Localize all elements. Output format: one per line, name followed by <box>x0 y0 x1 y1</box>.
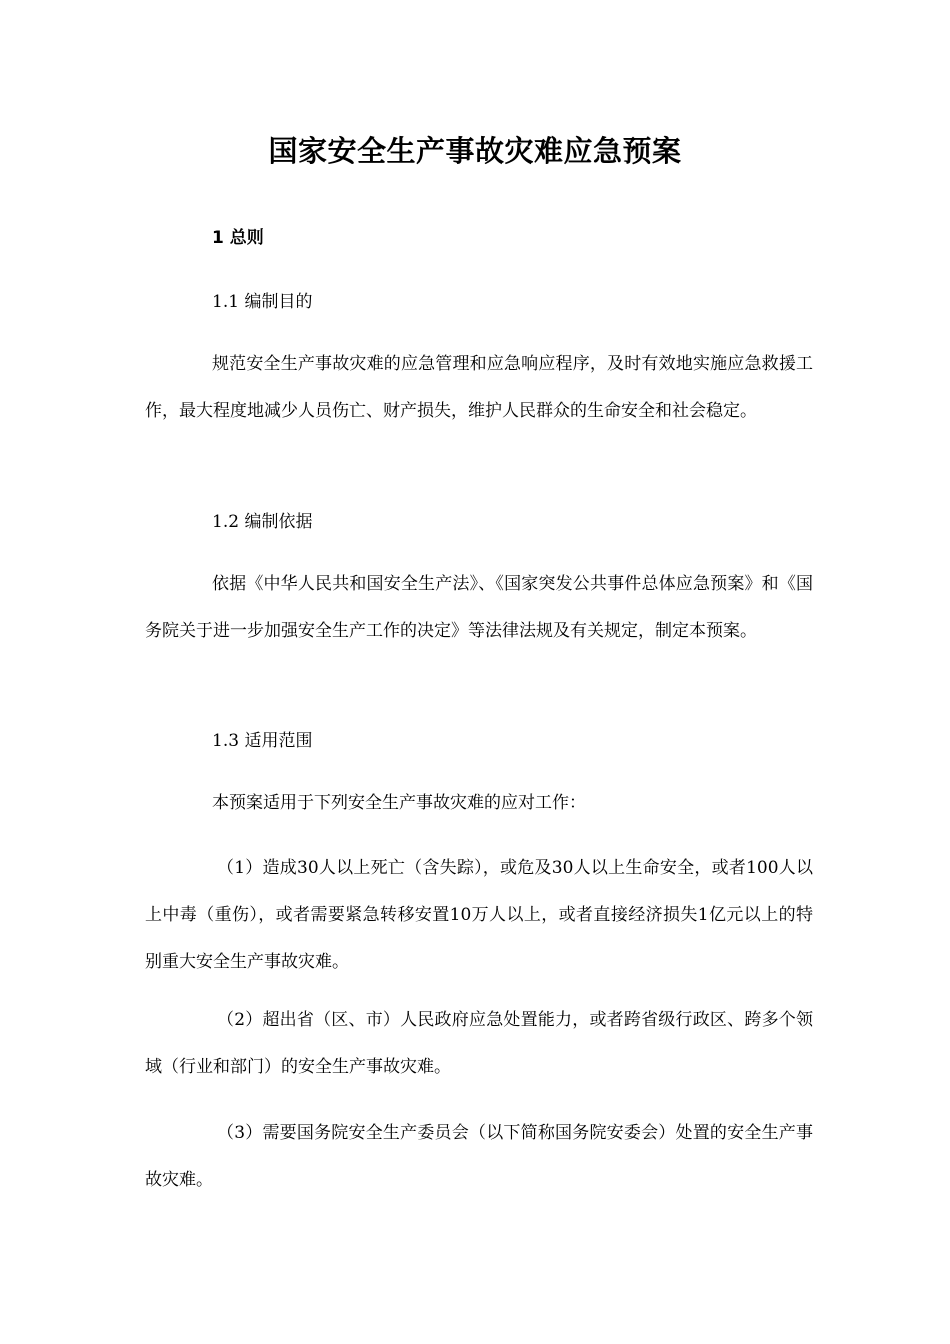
paragraph-scope-intro: 本预案适用于下列安全生产事故灾难的应对工作： <box>212 793 586 813</box>
list-item-scope-2: （2）超出省（区、市）人民政府应急处置能力，或者跨省级行政区、跨多个领域（行业和部门）的安全生产事故灾难。 <box>145 1010 813 1077</box>
paragraph-basis: 依据《中华人民共和国安全生产法》、《国家突发公共事件总体应急预案》和《国务院关于进一步加强安全生产工作的决定》等法律法规及有关规定，制定本预案。 <box>145 574 813 641</box>
list-item-scope-1: （1）造成30人以上死亡（含失踪），或危及30人以上生命安全，或者100人以上中毒（重伤），或者需要紧急转移安置10万人以上，或者直接经济损失1亿元以上的特别重大安全生产事故灾难。 <box>145 858 813 972</box>
subsection-heading-scope: 1.3 适用范围 <box>212 731 313 751</box>
paragraph-purpose: 规范安全生产事故灾难的应急管理和应急响应程序，及时有效地实施应急救援工作，最大程度地减少人员伤亡、财产损失，维护人民群众的生命安全和社会稳定。 <box>145 354 813 421</box>
section-heading-general: 1 总则 <box>212 228 264 248</box>
document-title: 国家安全生产事故灾难应急预案 <box>268 134 682 168</box>
subsection-heading-basis: 1.2 编制依据 <box>212 512 313 532</box>
list-item-scope-3: （3）需要国务院安全生产委员会（以下简称国务院安委会）处置的安全生产事故灾难。 <box>145 1123 813 1190</box>
subsection-heading-purpose: 1.1 编制目的 <box>212 292 313 312</box>
